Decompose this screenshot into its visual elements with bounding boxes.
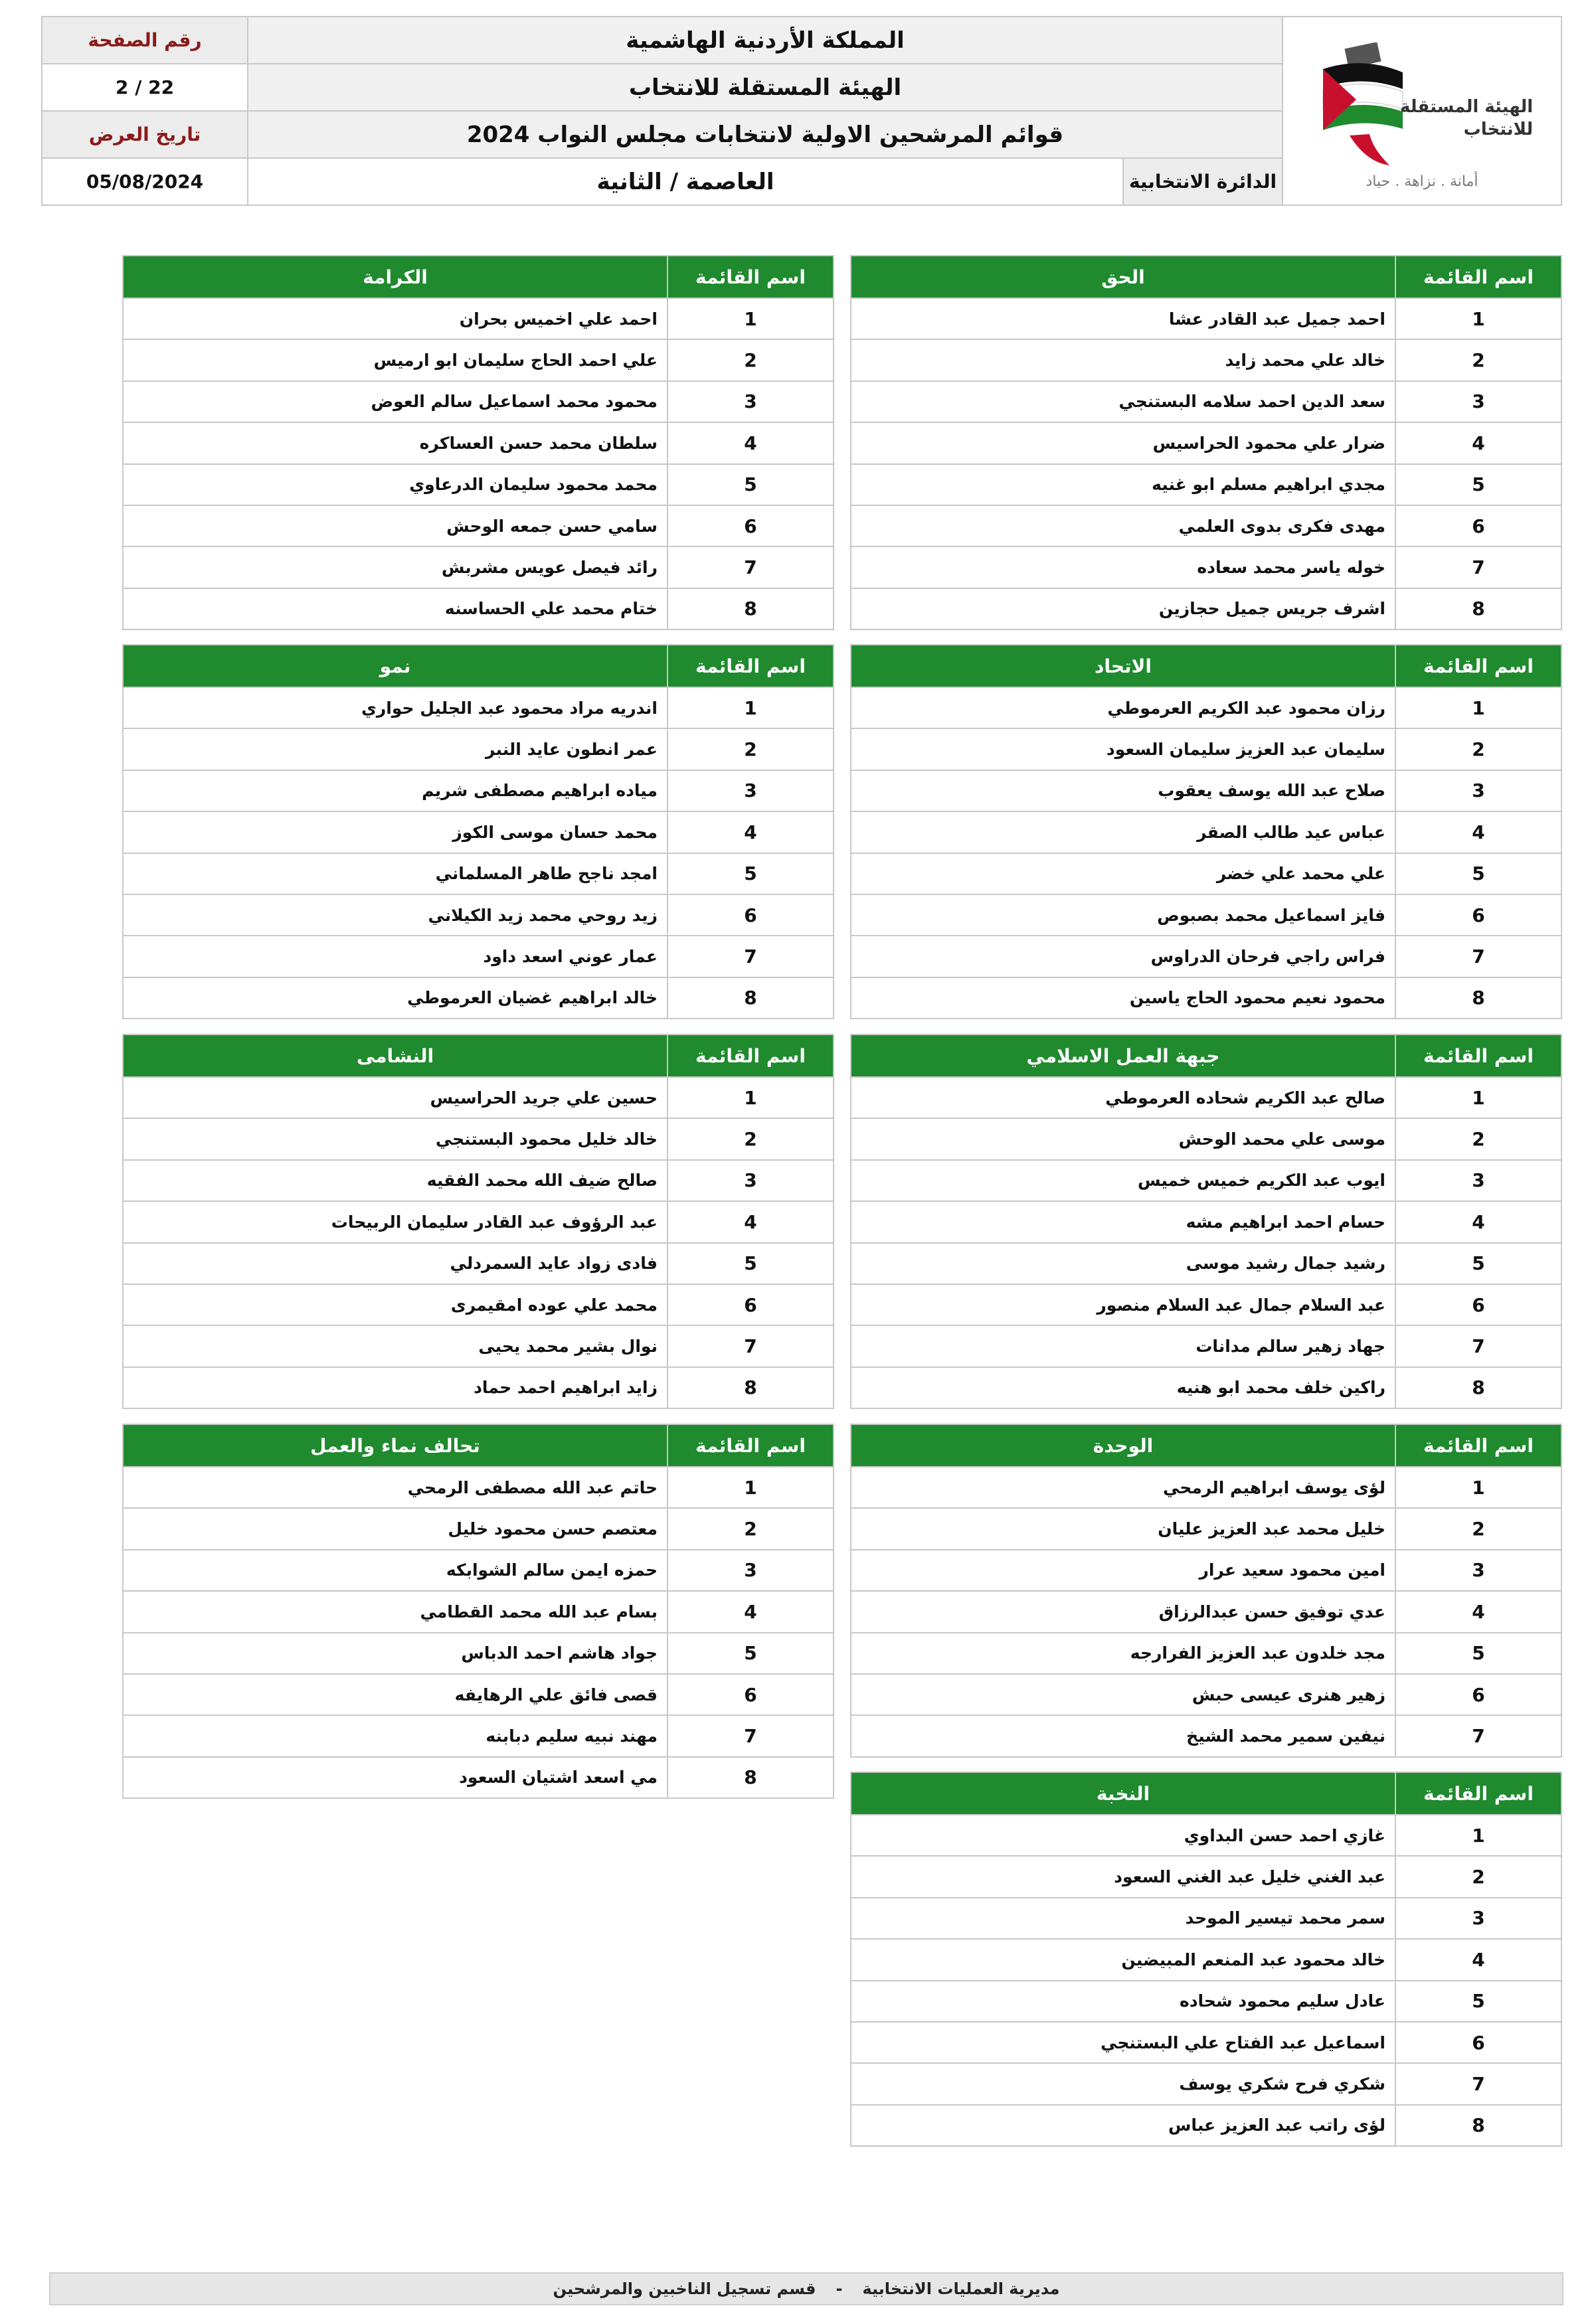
candidate-number: 8 bbox=[1395, 588, 1561, 629]
candidate-name: فادى زواد عايد السمردلي bbox=[123, 1243, 667, 1284]
table-row bbox=[851, 977, 1561, 1019]
table-row bbox=[123, 505, 834, 546]
candidate-number: 4 bbox=[667, 1201, 834, 1242]
district-row bbox=[248, 159, 1282, 205]
candidate-number: 2 bbox=[667, 339, 834, 380]
candidate-number: 3 bbox=[1395, 1160, 1561, 1201]
candidate-name: مجد خلدون عبد العزيز الفرارجه bbox=[851, 1633, 1395, 1674]
table-row bbox=[123, 1633, 834, 1674]
candidate-name: خليل محمد عبد العزيز عليان bbox=[851, 1508, 1395, 1549]
table-row bbox=[851, 298, 1561, 339]
candidate-number: 1 bbox=[667, 298, 834, 339]
table-row bbox=[851, 1815, 1561, 1856]
table-row bbox=[851, 894, 1561, 936]
candidate-name: عبد السلام جمال عبد السلام منصور bbox=[851, 1284, 1395, 1325]
candidate-name: لؤى راتب عبد العزيز عباس bbox=[851, 2105, 1395, 2146]
table-row bbox=[851, 422, 1561, 463]
candidate-number: 1 bbox=[1395, 687, 1561, 728]
candidate-number: 3 bbox=[667, 770, 834, 811]
candidate-name: مي اسعد اشتيان السعود bbox=[123, 1757, 667, 1798]
list-name-header: اسم القائمة bbox=[667, 1035, 834, 1077]
table-row bbox=[123, 339, 834, 380]
candidate-number: 2 bbox=[1395, 339, 1561, 380]
page-number-label: رقم الصفحة bbox=[43, 17, 247, 64]
display-date-label: تاريخ العرض bbox=[43, 112, 247, 159]
candidate-number: 4 bbox=[1395, 422, 1561, 463]
candidate-name: معتصم حسن محمود خليل bbox=[123, 1508, 667, 1549]
table-row bbox=[851, 1201, 1561, 1242]
candidate-number: 5 bbox=[1395, 1243, 1561, 1284]
kingdom-title: المملكة الأردنية الهاشمية bbox=[248, 17, 1282, 64]
footer-section: قسم تسجيل الناخبين والمرشحين bbox=[553, 2280, 816, 2298]
table-row bbox=[851, 1325, 1561, 1367]
table-row bbox=[123, 1715, 834, 1756]
candidate-name: احمد جميل عبد القادر عشا bbox=[851, 298, 1395, 339]
table-row bbox=[123, 1243, 834, 1284]
table-row bbox=[851, 1467, 1561, 1508]
table-row bbox=[123, 546, 834, 588]
candidate-name: اشرف جريس جميل حجازين bbox=[851, 588, 1395, 629]
table-row bbox=[123, 1284, 834, 1325]
candidate-name: خالد محمود عبد المنعم المبيضين bbox=[851, 1939, 1395, 1980]
candidate-name: علي احمد الحاج سليمان ابو ارميس bbox=[123, 339, 667, 380]
table-row bbox=[851, 1118, 1561, 1159]
list-title: الوحدة bbox=[851, 1424, 1395, 1467]
candidate-number: 7 bbox=[1395, 1715, 1561, 1756]
candidate-name: حاتم عبد الله مصطفى الرمحي bbox=[123, 1467, 667, 1508]
table-row bbox=[851, 1367, 1561, 1408]
table-row bbox=[123, 687, 834, 728]
table-row bbox=[851, 1077, 1561, 1118]
table-row bbox=[851, 1939, 1561, 1980]
candidate-name: سعد الدين احمد سلامه البستنجي bbox=[851, 381, 1395, 422]
list-title: جبهة العمل الاسلامي bbox=[851, 1035, 1395, 1077]
table-row bbox=[123, 894, 834, 936]
candidate-number: 5 bbox=[667, 853, 834, 894]
display-date-value: 05/08/2024 bbox=[43, 159, 247, 205]
table-row bbox=[123, 811, 834, 853]
candidate-name: علي محمد علي خضر bbox=[851, 853, 1395, 894]
candidate-number: 1 bbox=[1395, 1815, 1561, 1856]
document-title: قوائم المرشحين الاولية لانتخابات مجلس النواب 2024 bbox=[248, 112, 1282, 159]
candidate-name: ضرار علي محمود الحراسيس bbox=[851, 422, 1395, 463]
candidate-number: 2 bbox=[1395, 1118, 1561, 1159]
candidate-name: فراس راجي فرحان الدراوس bbox=[851, 936, 1395, 977]
candidate-number: 7 bbox=[1395, 1325, 1561, 1367]
candidate-name: محمد علي عوده امقيمرى bbox=[123, 1284, 667, 1325]
table-row bbox=[851, 853, 1561, 894]
candidate-number: 1 bbox=[1395, 298, 1561, 339]
list-table-namaa-alliance bbox=[122, 1424, 834, 1799]
candidate-name: محمود نعيم محمود الحاج ياسين bbox=[851, 977, 1395, 1019]
table-row bbox=[123, 936, 834, 977]
candidate-name: خوله ياسر محمد سعاده bbox=[851, 546, 1395, 588]
candidate-number: 6 bbox=[1395, 894, 1561, 936]
candidate-number: 4 bbox=[667, 422, 834, 463]
candidate-name: زيد روحي محمد زيد الكيلاني bbox=[123, 894, 667, 936]
candidate-name: عبد الرؤوف عبد القادر سليمان الربيحات bbox=[123, 1201, 667, 1242]
table-row bbox=[851, 1508, 1561, 1549]
candidate-name: موسى علي محمد الوحش bbox=[851, 1118, 1395, 1159]
candidate-number: 8 bbox=[667, 1757, 834, 1798]
list-table-alhaq bbox=[850, 255, 1562, 630]
candidate-name: فايز اسماعيل محمد بصبوص bbox=[851, 894, 1395, 936]
candidate-number: 2 bbox=[1395, 1856, 1561, 1897]
candidate-name: اندريه مراد محمود عبد الجليل حواري bbox=[123, 687, 667, 728]
table-row bbox=[851, 505, 1561, 546]
candidate-number: 5 bbox=[1395, 853, 1561, 894]
candidate-number: 7 bbox=[667, 1715, 834, 1756]
candidate-name: سامي حسن جمعه الوحش bbox=[123, 505, 667, 546]
page-footer bbox=[49, 2272, 1563, 2305]
candidate-number: 4 bbox=[1395, 1591, 1561, 1632]
page-number-value: 2 / 22 bbox=[43, 64, 247, 112]
table-row bbox=[851, 1284, 1561, 1325]
candidate-number: 3 bbox=[667, 1160, 834, 1201]
table-row bbox=[851, 1550, 1561, 1591]
table-row bbox=[123, 853, 834, 894]
list-name-header: اسم القائمة bbox=[1395, 256, 1561, 298]
candidate-number: 4 bbox=[1395, 1939, 1561, 1980]
commission-title: الهيئة المستقلة للانتخاب bbox=[248, 64, 1282, 112]
list-table-alnukhba bbox=[850, 1772, 1562, 2147]
table-row bbox=[123, 1508, 834, 1549]
candidate-number: 5 bbox=[667, 1243, 834, 1284]
table-row bbox=[123, 464, 834, 505]
candidate-number: 6 bbox=[1395, 505, 1561, 546]
candidate-name: خالد علي محمد زايد bbox=[851, 339, 1395, 380]
candidate-name: نوال بشير محمد يحيى bbox=[123, 1325, 667, 1367]
candidate-name: جهاد زهير سالم مدانات bbox=[851, 1325, 1395, 1367]
candidate-name: مياده ابراهيم مصطفى شريم bbox=[123, 770, 667, 811]
candidate-number: 6 bbox=[667, 1284, 834, 1325]
candidate-number: 6 bbox=[667, 894, 834, 936]
candidate-number: 2 bbox=[667, 1118, 834, 1159]
candidate-name: لؤى يوسف ابراهيم الرمحي bbox=[851, 1467, 1395, 1508]
candidate-number: 7 bbox=[1395, 2063, 1561, 2104]
candidate-number: 5 bbox=[1395, 1633, 1561, 1674]
candidate-name: مهند نبيه سليم دبابنه bbox=[123, 1715, 667, 1756]
list-title: الاتحاد bbox=[851, 645, 1395, 687]
candidate-number: 3 bbox=[1395, 1898, 1561, 1939]
candidate-name: حسين علي جريد الحراسيس bbox=[123, 1077, 667, 1118]
candidate-number: 8 bbox=[667, 1367, 834, 1408]
table-row bbox=[851, 1674, 1561, 1715]
candidate-number: 8 bbox=[1395, 1367, 1561, 1408]
header-titles bbox=[248, 17, 1282, 205]
candidate-name: عبد الغني خليل عبد الغني السعود bbox=[851, 1856, 1395, 1897]
candidate-name: عمار عوني اسعد داود bbox=[123, 936, 667, 977]
table-row bbox=[851, 687, 1561, 728]
candidate-number: 1 bbox=[667, 1077, 834, 1118]
candidate-number: 8 bbox=[1395, 2105, 1561, 2146]
candidate-name: صلاح عبد الله يوسف يعقوب bbox=[851, 770, 1395, 811]
table-row bbox=[851, 770, 1561, 811]
candidate-number: 6 bbox=[1395, 2022, 1561, 2063]
list-name-header: اسم القائمة bbox=[667, 645, 834, 687]
logo-name-line2: للانتخاب bbox=[1463, 120, 1534, 139]
candidate-name: زايد ابراهيم احمد حماد bbox=[123, 1367, 667, 1408]
list-name-header: اسم القائمة bbox=[1395, 1035, 1561, 1077]
candidate-number: 3 bbox=[1395, 381, 1561, 422]
candidate-name: صالح ضيف الله محمد الفقيه bbox=[123, 1160, 667, 1201]
candidate-number: 5 bbox=[667, 464, 834, 505]
list-title: نمو bbox=[123, 645, 667, 687]
page-meta bbox=[43, 17, 248, 205]
candidate-name: صالح عبد الكريم شحاده العرموطي bbox=[851, 1077, 1395, 1118]
candidate-name: راكين خلف محمد ابو هنيه bbox=[851, 1367, 1395, 1408]
candidate-name: سليمان عبد العزيز سليمان السعود bbox=[851, 728, 1395, 770]
candidate-number: 5 bbox=[667, 1633, 834, 1674]
table-row bbox=[851, 1715, 1561, 1756]
candidate-name: سلطان محمد حسن العساكره bbox=[123, 422, 667, 463]
list-table-islamic-action-front bbox=[850, 1034, 1562, 1409]
candidate-name: خالد خليل محمود البستنجي bbox=[123, 1118, 667, 1159]
table-row bbox=[123, 728, 834, 770]
table-row bbox=[851, 339, 1561, 380]
list-table-alwahda bbox=[850, 1424, 1562, 1758]
commission-logo bbox=[1282, 17, 1561, 205]
candidate-number: 1 bbox=[667, 687, 834, 728]
candidate-number: 4 bbox=[1395, 811, 1561, 853]
candidate-name: عادل سليم محمود شحاده bbox=[851, 1981, 1395, 2022]
list-name-header: اسم القائمة bbox=[667, 1424, 834, 1467]
candidate-number: 2 bbox=[1395, 728, 1561, 770]
table-row bbox=[851, 464, 1561, 505]
candidate-name: ختام محمد علي الحساسنه bbox=[123, 588, 667, 629]
table-row bbox=[851, 588, 1561, 629]
candidate-number: 1 bbox=[1395, 1467, 1561, 1508]
candidate-name: بسام عبد الله محمد القطامي bbox=[123, 1591, 667, 1632]
candidate-name: اسماعيل عبد الفتاح علي البستنجي bbox=[851, 2022, 1395, 2063]
candidate-number: 4 bbox=[667, 811, 834, 853]
table-row bbox=[851, 728, 1561, 770]
table-row bbox=[123, 1467, 834, 1508]
candidate-number: 3 bbox=[667, 381, 834, 422]
list-table-alkarama bbox=[122, 255, 834, 630]
candidate-name: مجدي ابراهيم مسلم ابو غنيه bbox=[851, 464, 1395, 505]
table-row bbox=[123, 1160, 834, 1201]
table-row bbox=[123, 1550, 834, 1591]
candidate-name: جواد هاشم احمد الدباس bbox=[123, 1633, 667, 1674]
ballot-box-logo-icon bbox=[1310, 42, 1409, 169]
candidate-name: عباس عيد طالب الصقر bbox=[851, 811, 1395, 853]
candidate-number: 7 bbox=[667, 936, 834, 977]
list-title: الكرامة bbox=[123, 256, 667, 298]
table-row bbox=[851, 1160, 1561, 1201]
candidate-number: 6 bbox=[1395, 1284, 1561, 1325]
logo-motto: أمانة . نزاهة . حياد bbox=[1366, 173, 1478, 190]
candidate-name: قصى فائق علي الرهايفه bbox=[123, 1674, 667, 1715]
district-value: العاصمة / الثانية bbox=[248, 159, 1122, 205]
footer-separator: - bbox=[836, 2280, 843, 2298]
candidate-number: 1 bbox=[1395, 1077, 1561, 1118]
table-row bbox=[851, 2063, 1561, 2104]
candidate-number: 2 bbox=[1395, 1508, 1561, 1549]
table-row bbox=[123, 1367, 834, 1408]
table-row bbox=[123, 1674, 834, 1715]
table-row bbox=[123, 1077, 834, 1118]
candidate-number: 8 bbox=[667, 588, 834, 629]
list-title: النخبة bbox=[851, 1772, 1395, 1815]
candidate-name: رزان محمود عبد الكريم العرموطي bbox=[851, 687, 1395, 728]
table-row bbox=[123, 298, 834, 339]
table-row bbox=[851, 1981, 1561, 2022]
logo-name-line1: الهيئة المستقلة bbox=[1400, 97, 1534, 117]
candidate-number: 3 bbox=[1395, 770, 1561, 811]
candidate-name: محمد محمود سليمان الدرعاوي bbox=[123, 464, 667, 505]
table-row bbox=[123, 1591, 834, 1632]
list-title: النشامى bbox=[123, 1035, 667, 1077]
table-row bbox=[123, 381, 834, 422]
candidate-number: 4 bbox=[1395, 1201, 1561, 1242]
candidate-name: رشيد جمال رشيد موسى bbox=[851, 1243, 1395, 1284]
table-row bbox=[851, 381, 1561, 422]
candidate-name: حمزه ايمن سالم الشوابكه bbox=[123, 1550, 667, 1591]
candidate-number: 6 bbox=[667, 1674, 834, 1715]
list-name-header: اسم القائمة bbox=[1395, 1424, 1561, 1467]
candidate-number: 5 bbox=[1395, 1981, 1561, 2022]
table-row bbox=[851, 1243, 1561, 1284]
document-header bbox=[41, 16, 1562, 206]
table-row bbox=[851, 936, 1561, 977]
candidate-number: 3 bbox=[1395, 1550, 1561, 1591]
table-row bbox=[123, 1325, 834, 1367]
candidate-name: رائد فيصل عويس مشربش bbox=[123, 546, 667, 588]
candidate-number: 3 bbox=[667, 1550, 834, 1591]
table-row bbox=[851, 1856, 1561, 1897]
candidate-name: مهدى فكرى بدوى العلمي bbox=[851, 505, 1395, 546]
table-row bbox=[851, 1591, 1561, 1632]
candidate-number: 6 bbox=[667, 505, 834, 546]
table-row bbox=[851, 546, 1561, 588]
list-name-header: اسم القائمة bbox=[1395, 645, 1561, 687]
candidate-name: امجد ناجح طاهر المسلماني bbox=[123, 853, 667, 894]
candidate-name: محمد حسان موسى الكوز bbox=[123, 811, 667, 853]
table-row bbox=[123, 770, 834, 811]
candidate-name: عدي توفيق حسن عبدالرزاق bbox=[851, 1591, 1395, 1632]
district-label: الدائرة الانتخابية bbox=[1122, 159, 1282, 205]
footer-directorate: مديرية العمليات الانتخابية bbox=[862, 2280, 1060, 2298]
list-table-alittihad bbox=[850, 644, 1562, 1019]
candidate-number: 7 bbox=[667, 546, 834, 588]
candidate-name: سمر محمد تيسير الموحد bbox=[851, 1898, 1395, 1939]
candidate-name: حسام احمد ابراهيم مشه bbox=[851, 1201, 1395, 1242]
list-table-alnashama bbox=[122, 1034, 834, 1409]
candidate-number: 2 bbox=[667, 1508, 834, 1549]
list-title: الحق bbox=[851, 256, 1395, 298]
candidate-name: ايوب عبد الكريم خميس خميس bbox=[851, 1160, 1395, 1201]
candidate-number: 2 bbox=[667, 728, 834, 770]
candidate-number: 6 bbox=[1395, 1674, 1561, 1715]
candidate-name: نيفين سمير محمد الشيخ bbox=[851, 1715, 1395, 1756]
candidate-number: 7 bbox=[1395, 546, 1561, 588]
candidate-number: 7 bbox=[667, 1325, 834, 1367]
candidate-name: احمد علي اخميس بحران bbox=[123, 298, 667, 339]
table-row bbox=[851, 1633, 1561, 1674]
table-row bbox=[851, 2022, 1561, 2063]
table-row bbox=[851, 811, 1561, 853]
candidate-name: خالد ابراهيم غضيان العرموطي bbox=[123, 977, 667, 1019]
list-name-header: اسم القائمة bbox=[1395, 1772, 1561, 1815]
table-row bbox=[851, 2105, 1561, 2146]
candidate-name: محمود محمد اسماعيل سالم العوض bbox=[123, 381, 667, 422]
candidate-number: 8 bbox=[1395, 977, 1561, 1019]
table-row bbox=[851, 1898, 1561, 1939]
candidate-number: 8 bbox=[667, 977, 834, 1019]
candidate-number: 4 bbox=[667, 1591, 834, 1632]
candidate-name: شكري فرح شكري يوسف bbox=[851, 2063, 1395, 2104]
table-row bbox=[123, 422, 834, 463]
list-title: تحالف نماء والعمل bbox=[123, 1424, 667, 1467]
list-name-header: اسم القائمة bbox=[667, 256, 834, 298]
table-row bbox=[123, 977, 834, 1019]
candidate-name: غازي احمد حسن البداوي bbox=[851, 1815, 1395, 1856]
list-table-numu bbox=[122, 644, 834, 1019]
table-row bbox=[123, 1118, 834, 1159]
candidate-number: 7 bbox=[1395, 936, 1561, 977]
candidate-name: امين محمود سعيد عرار bbox=[851, 1550, 1395, 1591]
table-row bbox=[123, 588, 834, 629]
table-row bbox=[123, 1201, 834, 1242]
candidate-number: 1 bbox=[667, 1467, 834, 1508]
logo-wordmark bbox=[1400, 97, 1533, 139]
candidate-name: زهير هنرى عيسى حبش bbox=[851, 1674, 1395, 1715]
candidate-name: عمر انطون عايد النبر bbox=[123, 728, 667, 770]
candidate-number: 5 bbox=[1395, 464, 1561, 505]
table-row bbox=[123, 1757, 834, 1798]
